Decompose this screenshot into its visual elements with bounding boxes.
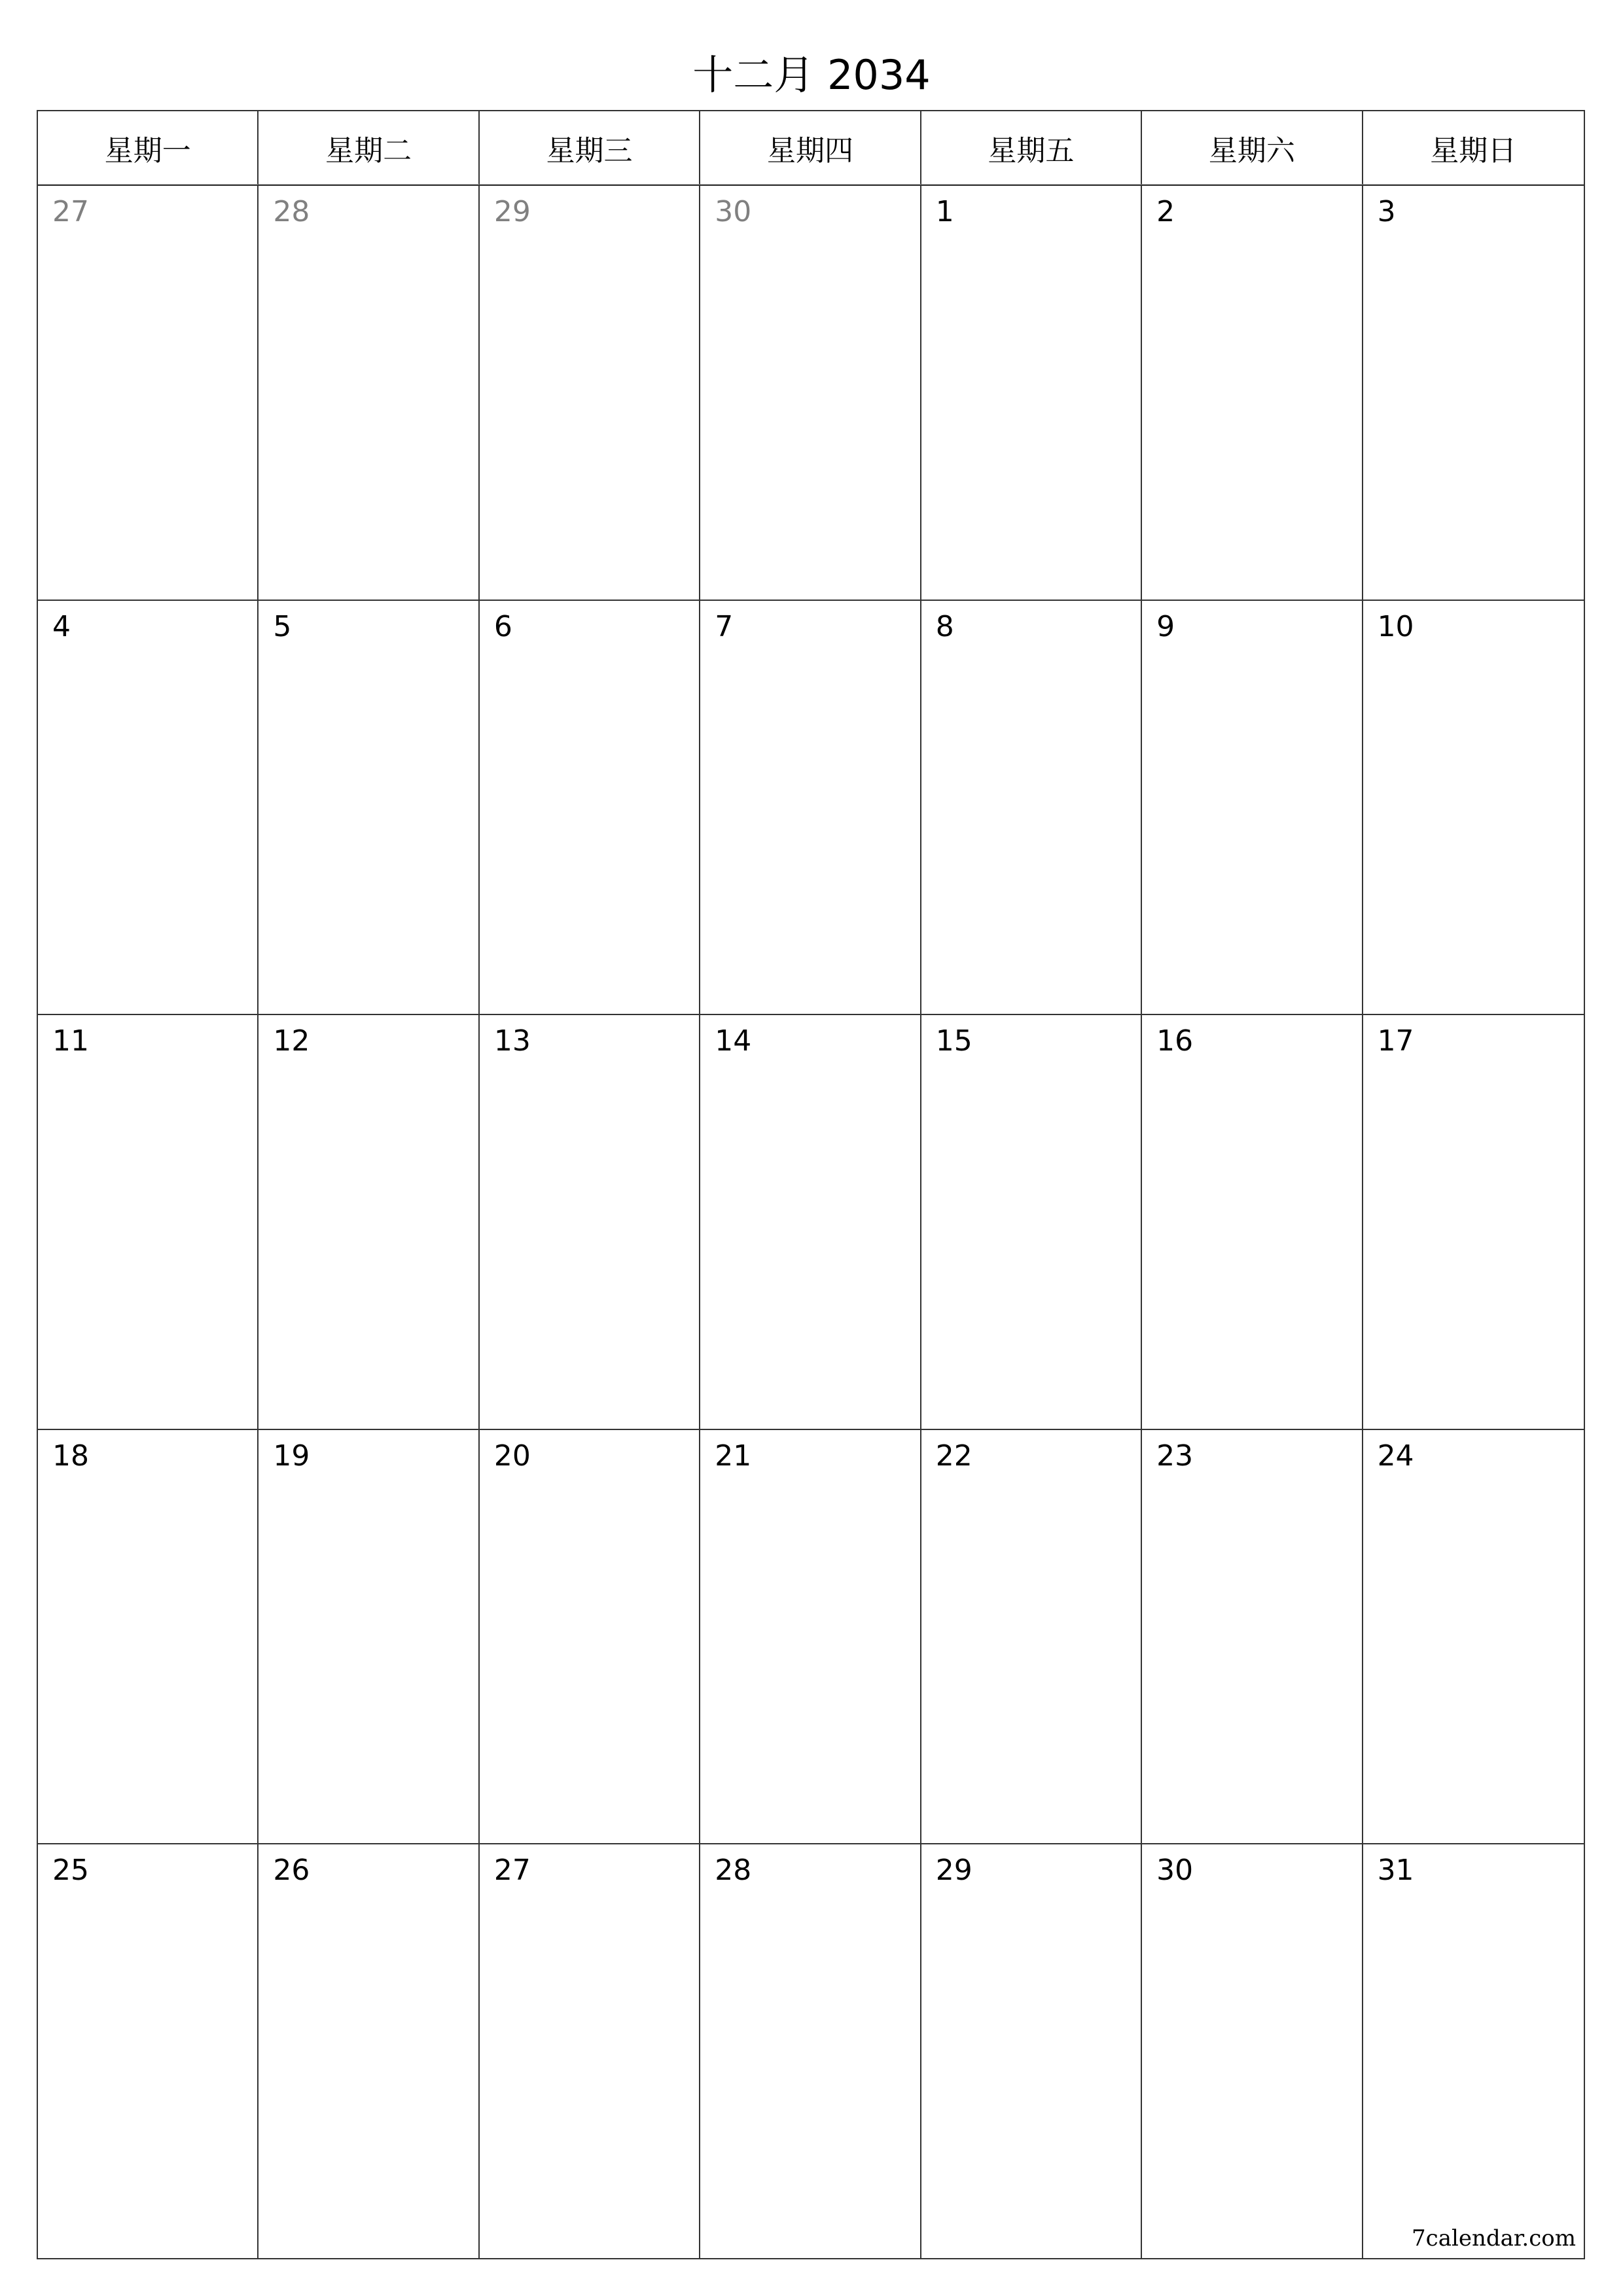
day-number: 22 xyxy=(935,1439,972,1473)
day-cell xyxy=(1363,600,1584,1014)
day-cell xyxy=(259,600,479,1014)
day-number: 14 xyxy=(715,1024,752,1058)
day-cell xyxy=(700,600,921,1014)
day-number: 9 xyxy=(1156,609,1175,643)
day-cell xyxy=(38,600,259,1014)
day-number: 13 xyxy=(493,1024,531,1058)
weekday-header: 星期四 xyxy=(700,111,921,185)
day-cell xyxy=(700,185,921,600)
month-calendar-grid xyxy=(37,110,1585,2259)
adjacent-month-day-number: 29 xyxy=(493,195,531,228)
weekday-header: 星期日 xyxy=(1363,111,1584,185)
day-number: 23 xyxy=(1156,1439,1194,1473)
adjacent-month-day-number: 27 xyxy=(52,195,89,228)
day-number: 6 xyxy=(493,609,512,643)
weekday-header: 星期三 xyxy=(480,111,700,185)
weekday-header: 星期一 xyxy=(38,111,259,185)
day-number: 8 xyxy=(935,609,954,643)
weekday-header: 星期二 xyxy=(259,111,479,185)
day-cell xyxy=(259,1843,479,2258)
footer-credit: 7calendar.com xyxy=(1412,2225,1576,2251)
page-title: 十二月 2034 xyxy=(692,51,931,99)
day-cell xyxy=(38,1014,259,1429)
day-cell xyxy=(480,185,700,600)
day-cell xyxy=(480,1014,700,1429)
day-cell xyxy=(259,1014,479,1429)
day-cell xyxy=(480,1429,700,1844)
day-cell xyxy=(700,1014,921,1429)
day-cell xyxy=(921,600,1142,1014)
day-cell xyxy=(1142,600,1363,1014)
day-number: 21 xyxy=(715,1439,752,1473)
day-cell xyxy=(480,600,700,1014)
day-number: 19 xyxy=(273,1439,310,1473)
day-cell xyxy=(38,1429,259,1844)
day-cell xyxy=(700,1843,921,2258)
day-cell xyxy=(1363,1014,1584,1429)
day-number: 4 xyxy=(52,609,71,643)
day-number: 7 xyxy=(715,609,734,643)
day-cell xyxy=(1363,1429,1584,1844)
day-number: 10 xyxy=(1377,609,1414,643)
day-number: 3 xyxy=(1377,195,1396,228)
day-number: 20 xyxy=(493,1439,531,1473)
day-cell xyxy=(700,1429,921,1844)
day-cell xyxy=(1142,1429,1363,1844)
day-number: 25 xyxy=(52,1854,89,1888)
day-number: 5 xyxy=(273,609,292,643)
day-cell xyxy=(259,185,479,600)
day-number: 31 xyxy=(1377,1854,1414,1888)
day-cell xyxy=(921,1843,1142,2258)
day-number: 1 xyxy=(935,195,954,228)
day-cell xyxy=(1142,185,1363,600)
day-number: 28 xyxy=(715,1854,752,1888)
day-number: 16 xyxy=(1156,1024,1194,1058)
day-number: 11 xyxy=(52,1024,89,1058)
day-cell xyxy=(1142,1014,1363,1429)
day-cell xyxy=(1363,185,1584,600)
day-cell xyxy=(38,185,259,600)
weekday-header: 星期六 xyxy=(1142,111,1363,185)
day-number: 2 xyxy=(1156,195,1175,228)
day-number: 27 xyxy=(493,1854,531,1888)
weekday-header: 星期五 xyxy=(921,111,1142,185)
day-cell xyxy=(1363,1843,1584,2258)
day-number: 30 xyxy=(1156,1854,1194,1888)
day-number: 18 xyxy=(52,1439,89,1473)
day-cell xyxy=(921,185,1142,600)
day-number: 17 xyxy=(1377,1024,1414,1058)
day-number: 24 xyxy=(1377,1439,1414,1473)
adjacent-month-day-number: 30 xyxy=(715,195,752,228)
day-number: 15 xyxy=(935,1024,972,1058)
day-cell xyxy=(1142,1843,1363,2258)
day-cell xyxy=(921,1014,1142,1429)
day-cell xyxy=(921,1429,1142,1844)
day-number: 12 xyxy=(273,1024,310,1058)
day-cell xyxy=(259,1429,479,1844)
day-cell xyxy=(480,1843,700,2258)
day-number: 26 xyxy=(273,1854,310,1888)
day-number: 29 xyxy=(935,1854,972,1888)
day-cell xyxy=(38,1843,259,2258)
adjacent-month-day-number: 28 xyxy=(273,195,310,228)
